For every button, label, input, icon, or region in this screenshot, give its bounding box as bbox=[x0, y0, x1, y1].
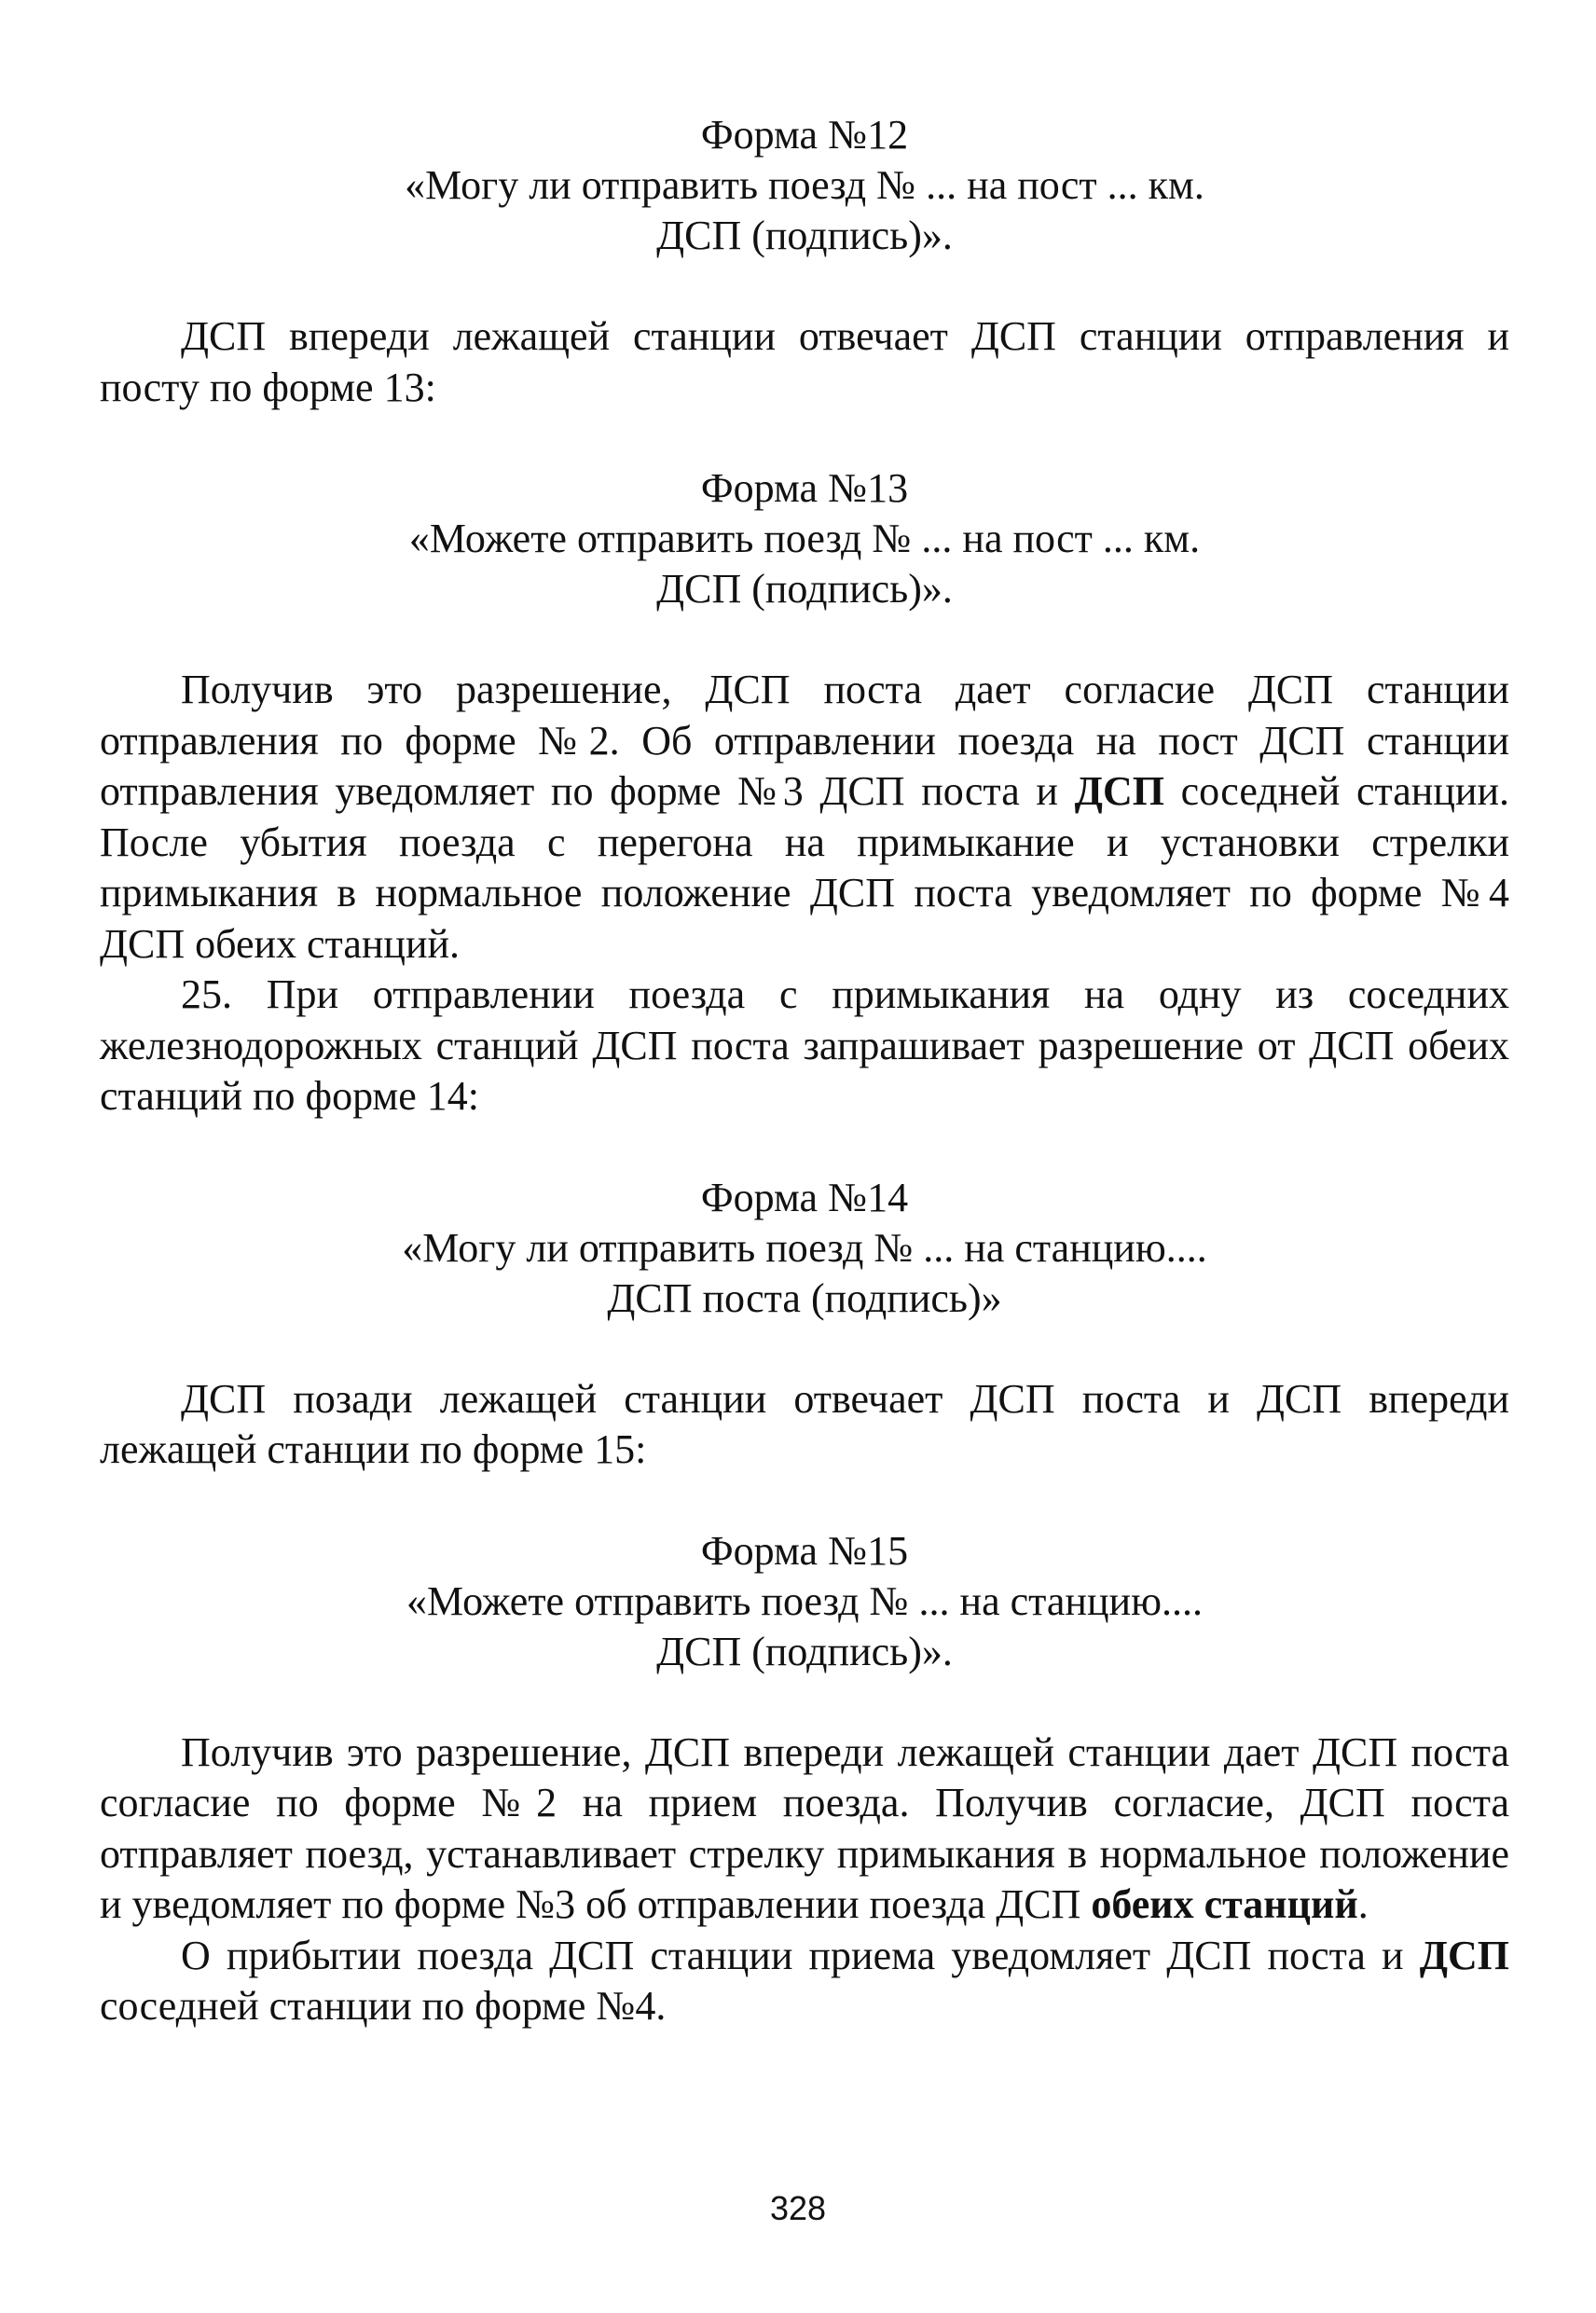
form-12-line2: ДСП (подпись)». bbox=[656, 213, 953, 258]
form-13-line1: «Можете отправить поезд № ... на пост ... км. bbox=[408, 516, 1201, 561]
paragraph-5-bold: обеих станций bbox=[1091, 1881, 1358, 1927]
paragraph-6-text-a: О прибытии поезда ДСП станции приема уведомляет ДСП поста и bbox=[181, 1932, 1420, 1978]
paragraph-2-bold: ДСП bbox=[1074, 768, 1164, 814]
paragraph-6-text-b: соседней станции по форме №4. bbox=[100, 1983, 667, 2029]
form-15-title: Форма №15 bbox=[700, 1527, 909, 1574]
form-15-line1: «Можете отправить поезд № ... на станцию.... bbox=[406, 1577, 1203, 1624]
form-13-title: Форма №13 bbox=[700, 465, 909, 511]
document-page bbox=[100, 110, 1509, 2032]
form-13 bbox=[100, 463, 1509, 614]
paragraph-2-text-a: Получив это разрешение, ДСП поста дает согласие ДСП станции отправления по форме №2. Об отправлении поезда на пост ДСП станции отправления уведомляет по форме №3 ДСП поста и bbox=[100, 667, 1509, 814]
form-15-line2: ДСП (подпись)». bbox=[656, 1628, 953, 1674]
form-14 bbox=[100, 1173, 1509, 1324]
form-13-line2: ДСП (подпись)». bbox=[656, 566, 953, 612]
form-12-line1: «Могу ли отправить поезд № ... на пост ... км. bbox=[405, 162, 1204, 208]
paragraph-6 bbox=[100, 1931, 1509, 2032]
form-14-line2: ДСП поста (подпись)» bbox=[607, 1274, 1002, 1321]
page-number: 328 bbox=[769, 2189, 827, 2227]
paragraph-2 bbox=[100, 665, 1509, 970]
paragraph-2-text-b: соседней станции. После убытия поезда с перегона на примыкание и установки стрелки примыкания в нормальное положение ДСП поста уведомляет по форме №4 ДСП обеих станций. bbox=[100, 768, 1509, 967]
form-12 bbox=[100, 110, 1509, 261]
paragraph-1: ДСП впереди лежащей станции отвечает ДСП станции отправления и посту по форме 13: bbox=[100, 313, 1509, 410]
paragraph-5-text-a: Получив это разрешение, ДСП впереди лежащей станции дает ДСП поста согласие по форме №2 на прием поезда. Получив согласие, ДСП поста отправляет поезд, устанавливает стрелку примыкания в нормальное положение и уведомляет по форме №3 об отправлении поезда ДСП bbox=[100, 1728, 1509, 1927]
paragraph-4: ДСП позади лежащей станции отвечает ДСП поста и ДСП впереди лежащей станции по форме 15: bbox=[100, 1375, 1509, 1472]
paragraph-6-bold: ДСП bbox=[1419, 1932, 1509, 1978]
paragraph-5-text-b: . bbox=[1357, 1881, 1369, 1927]
form-14-title: Форма №14 bbox=[700, 1174, 909, 1220]
paragraph-5 bbox=[100, 1728, 1509, 1931]
paragraph-3: 25. При отправлении поезда с примыкания на одну из соседних железнодорожных станций ДСП поста запрашивает разрешение от ДСП обеих станций по форме 14: bbox=[100, 971, 1509, 1119]
form-14-line1: «Могу ли отправить поезд № ... на станцию.... bbox=[402, 1224, 1207, 1271]
form-12-title: Форма №12 bbox=[700, 112, 909, 158]
form-15 bbox=[100, 1526, 1509, 1677]
